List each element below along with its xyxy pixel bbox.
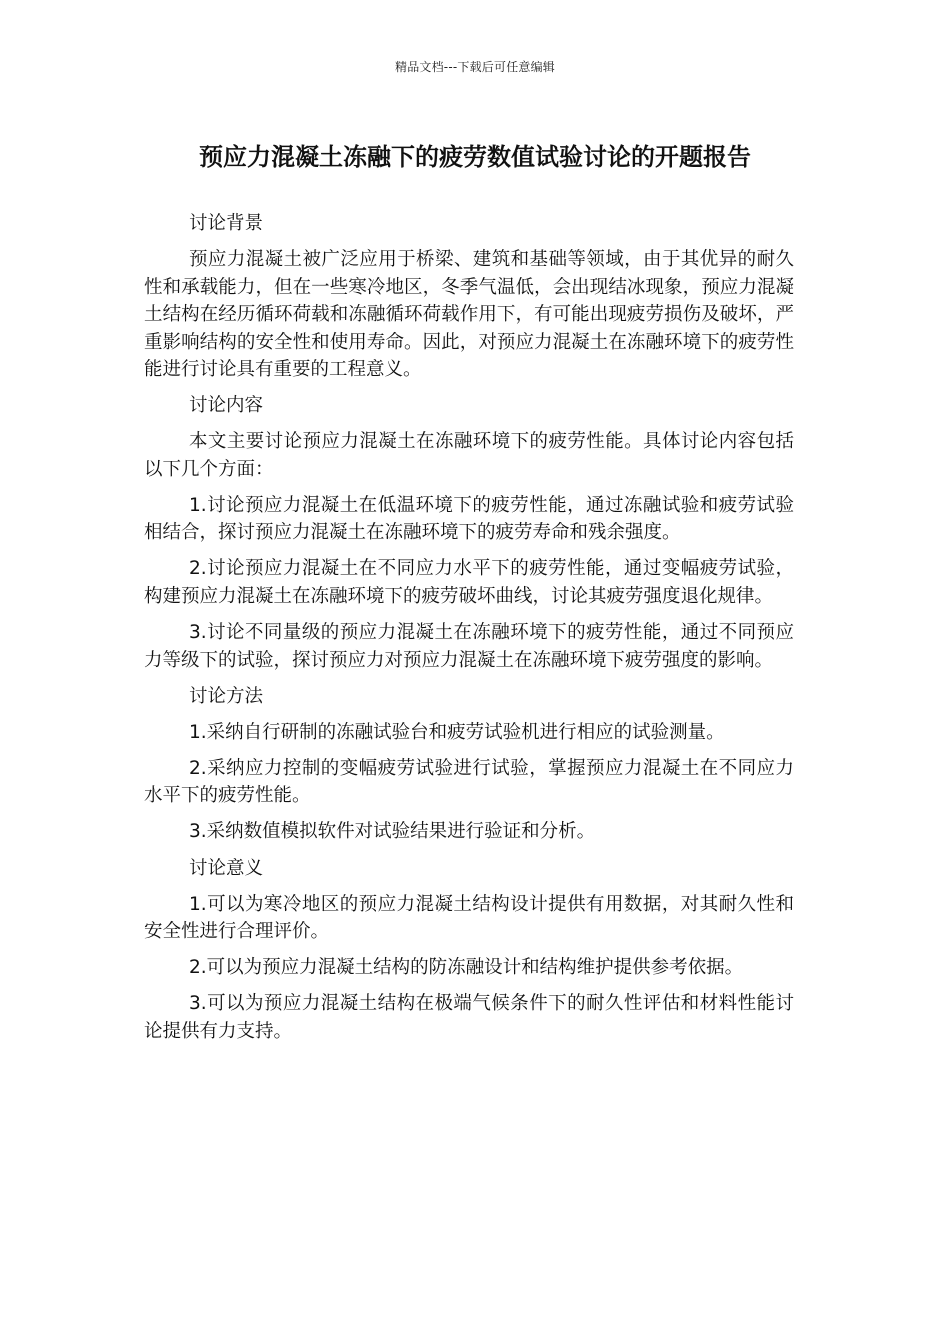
method-item-1: 1.采纳自行研制的冻融试验台和疲劳试验机进行相应的试验测量。 xyxy=(189,721,725,743)
document-title: 预应力混凝土冻融下的疲劳数值试验讨论的开题报告 xyxy=(199,143,751,171)
section-heading-content: 讨论内容 xyxy=(189,395,264,417)
background-paragraph: 预应力混凝土被广泛应用于桥梁、建筑和基础等领域，由于其优异的耐久性和承载能力，但在一些寒冷地区，冬季气温低，会出现结冰现象，预应力混凝土结构在经历循环荷载和冻融循环荷载作用下，有可能出现疲劳损伤及破坏，严重影响结构的安全性和使用寿命。因此，对预应力混凝土在冻融环境下的疲劳性能进行讨论具有重要的工程意义。 xyxy=(144,249,794,381)
content-item-2: 2.讨论预应力混凝土在不同应力水平下的疲劳性能，通过变幅疲劳试验，构建预应力混凝土在冻融环境下的疲劳破坏曲线，讨论其疲劳强度退化规律。 xyxy=(144,558,794,607)
content-intro-paragraph: 本文主要讨论预应力混凝土在冻融环境下的疲劳性能。具体讨论内容包括以下几个方面： xyxy=(144,431,794,480)
header-note: 精品文档---下载后可任意编辑 xyxy=(395,60,555,74)
section-heading-method: 讨论方法 xyxy=(189,685,264,707)
significance-item-1: 1.可以为寒冷地区的预应力混凝土结构设计提供有用数据，对其耐久性和安全性进行合理评价。 xyxy=(144,893,794,943)
method-item-3: 3.采纳数值模拟软件对试验结果进行验证和分析。 xyxy=(189,821,596,843)
content-item-3: 3.讨论不同量级的预应力混凝土在冻融环境下的疲劳性能，通过不同预应力等级下的试验，探讨预应力对预应力混凝土在冻融环境下疲劳强度的影响。 xyxy=(144,622,794,671)
significance-item-3: 3.可以为预应力混凝土结构在极端气候条件下的耐久性评估和材料性能讨论提供有力支持。 xyxy=(144,993,794,1042)
document-body xyxy=(144,210,794,1054)
significance-item-2: 2.可以为预应力混凝土结构的防冻融设计和结构维护提供参考依据。 xyxy=(189,957,744,979)
section-heading-background: 讨论背景 xyxy=(189,213,264,234)
content-item-1: 1.讨论预应力混凝土在低温环境下的疲劳性能，通过冻融试验和疲劳试验相结合，探讨预应力混凝土在冻融环境下的疲劳寿命和残余强度。 xyxy=(144,494,794,544)
method-item-2: 2.采纳应力控制的变幅疲劳试验进行试验，掌握预应力混凝土在不同应力水平下的疲劳性能。 xyxy=(144,757,794,807)
section-heading-significance: 讨论意义 xyxy=(189,857,264,879)
